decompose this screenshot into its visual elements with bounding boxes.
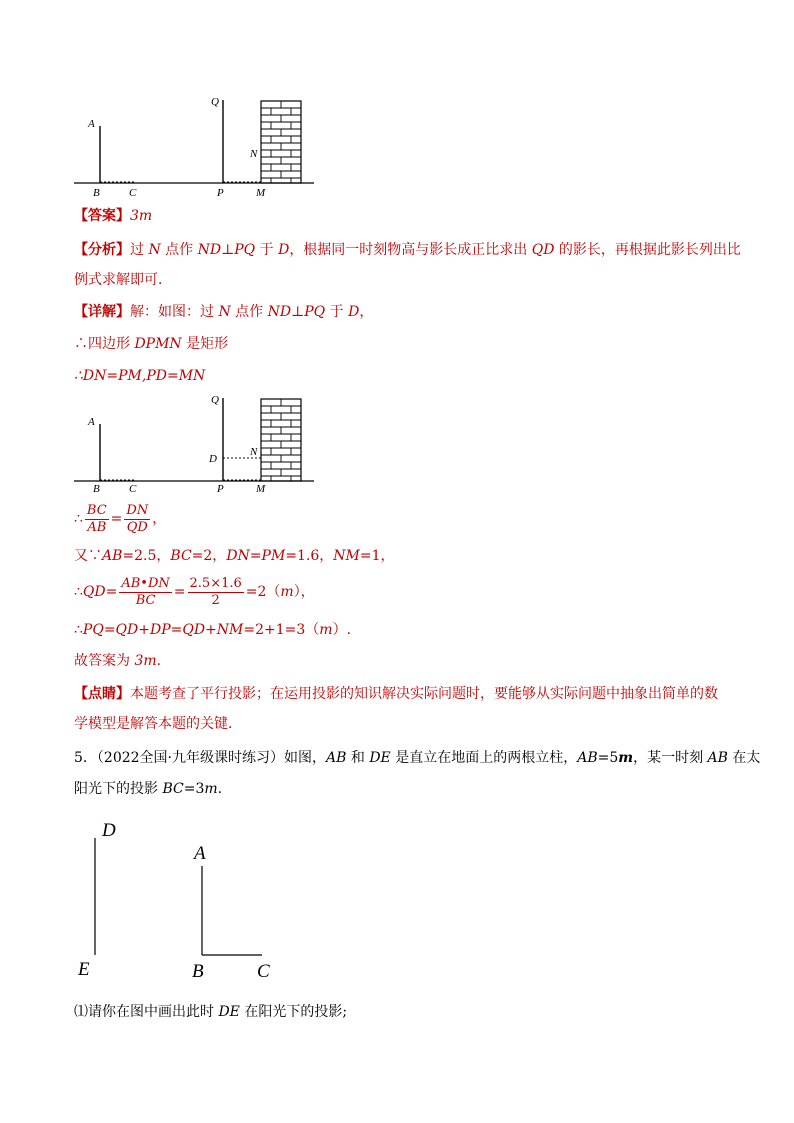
label-M: M [256,187,266,199]
analysis-line-1 [74,240,741,260]
text-span: =2.5， [122,548,171,564]
text-span: 在太 [727,750,761,766]
text-span: 的影长，再根据此影长列出比 [554,242,741,258]
answer-tag: 【答案】 [74,208,130,224]
text-span: PQ [234,242,256,258]
detail-line-3: ∴DN=PM,PD=MN [74,368,206,384]
text-span: BC [135,592,156,608]
text-span: AB [87,519,107,535]
text-span: 解：如图：过 [130,304,219,320]
text-span: PQ [304,304,326,320]
text-span: 和 [346,750,370,766]
text-span: m [280,584,294,600]
text: C [257,961,270,982]
label-Q: Q [211,96,219,108]
text-span: ∴ [74,622,83,638]
text-span: AB [326,750,347,766]
label-B: B [93,187,100,199]
text-span: 故答案为 [74,653,135,669]
text-span: BC [86,502,107,518]
analysis-tag: 【分析】 [74,242,130,258]
text-span: =1.6， [285,548,334,564]
text: A [194,843,206,864]
text-span: 过 [130,242,149,258]
text-span: 是矩形 [181,336,229,352]
text-span: 是直立在地面上的两根立柱， [390,750,578,766]
text-span: ⊥ [221,242,235,258]
text-span: ，根据同一时刻物高与影长成正比求出 [289,242,532,258]
text-span: ⑴请你在图中画出此时 [74,1004,219,1020]
text-span: N [218,304,231,320]
text-span: AB [707,750,728,766]
text-span: 阳光下的投影 [74,781,163,797]
text-span: PQ=QD+DP=QD+NM [82,622,244,638]
text-span: 于 [325,304,349,320]
fraction-dn-qd [124,503,150,536]
text-span: ）， [293,584,315,600]
comment-tag: 【点睛】 [74,686,130,702]
text: E [78,959,90,980]
text-span: = [105,584,118,600]
text-span: BC [162,781,184,797]
text-span: D [348,304,360,320]
comment-line-2: 学模型是解答本题的关键． [74,716,242,732]
text-span: =3 [183,781,205,797]
text: D [102,820,116,841]
text-span: 本题考查了平行投影；在运用投影的知识解决实际问题时，要能够从实际问题中抽象出简单的数 [130,686,718,702]
text-span: ， [359,304,374,320]
figure-3 [70,812,290,987]
proportion-line [74,500,166,538]
text-span: DE [369,750,391,766]
figure-1 [70,94,320,200]
text-span: QD [82,584,106,600]
text-span: =2， [191,548,227,564]
text-span: BC [170,548,192,564]
text-span: 点作 [160,242,198,258]
text-span: ，某一时刻 [633,750,708,766]
detail-line-2 [74,334,228,354]
text: P [217,483,224,495]
text: D [209,453,217,465]
text: N [250,446,258,458]
answer-value: 3m [130,208,153,224]
problem5-line-1 [74,748,760,768]
text-span: NM [333,548,360,564]
text-span: 在阳光下的投影; [239,1004,348,1020]
label-A: A [88,118,95,130]
text-span: ND [197,242,222,258]
answer-line [74,206,152,226]
text: Q [211,394,219,406]
text: B [192,961,204,982]
text-span: ∴四边形 [74,336,135,352]
text-span: =1， [359,548,395,564]
text-span: 5．（2022全国·九年级课时练习）如图， [74,750,326,766]
text: C [129,483,137,495]
fraction-abdn-bc [119,576,171,609]
detail-tag: 【详解】 [74,304,130,320]
text-span: DPMN [134,336,182,352]
text-span: ）. [332,622,352,638]
text-span: =5 [597,750,619,766]
text-span: = [173,584,186,600]
text-span: 又∵ [74,548,102,564]
text: A [88,416,95,428]
fraction-values [188,576,244,609]
label-C: C [129,187,137,199]
text-span: m [618,750,634,766]
text-span: DN [226,548,250,564]
text-span: QD [126,519,148,535]
fraction-bc-ab [85,503,109,536]
text: B [93,483,100,495]
text-span: ND [267,304,292,320]
text-span: 2 [211,592,220,608]
text-span: D [278,242,290,258]
question-1-line [74,1002,347,1022]
text-span: ⊥ [291,304,305,320]
given-line [74,546,395,566]
text-span: ， [152,511,167,527]
text-span: 于 [255,242,279,258]
text-span: . [217,781,223,797]
text-span: DN [126,502,149,518]
text-span: 3m [134,653,157,669]
detail-line-1 [74,302,373,322]
text-span: ∴ [74,584,83,600]
text-span: AB•DN [121,575,170,591]
label-P: P [217,187,224,199]
qd-calc-line [74,573,315,611]
text: M [256,483,266,495]
conclusion-line [74,651,161,671]
text-span: = [110,511,123,527]
label-N: N [250,148,258,160]
analysis-line-2: 例式求解即可． [74,272,172,288]
figure-2 [70,392,320,498]
text-span: =2（ [245,584,281,600]
text-span: PM [261,548,286,564]
problem5-line-2 [74,779,222,799]
text-span: = [249,548,262,564]
text-span: m [319,622,333,638]
text-span: . [156,653,162,669]
text-span: AB [102,548,123,564]
brick-wall [261,101,301,183]
text-span: ∴ [74,511,83,527]
text-span: 点作 [230,304,268,320]
text-span: m [204,781,218,797]
text-span: AB [577,750,598,766]
text-span: =2+1=3（ [243,622,320,638]
comment-line-1 [74,684,718,704]
pq-calc-line [74,620,351,640]
text-span: N [148,242,161,258]
text-span: QD [531,242,555,258]
text-span: 2.5×1.6 [189,575,242,591]
text-span: DE [218,1004,240,1020]
